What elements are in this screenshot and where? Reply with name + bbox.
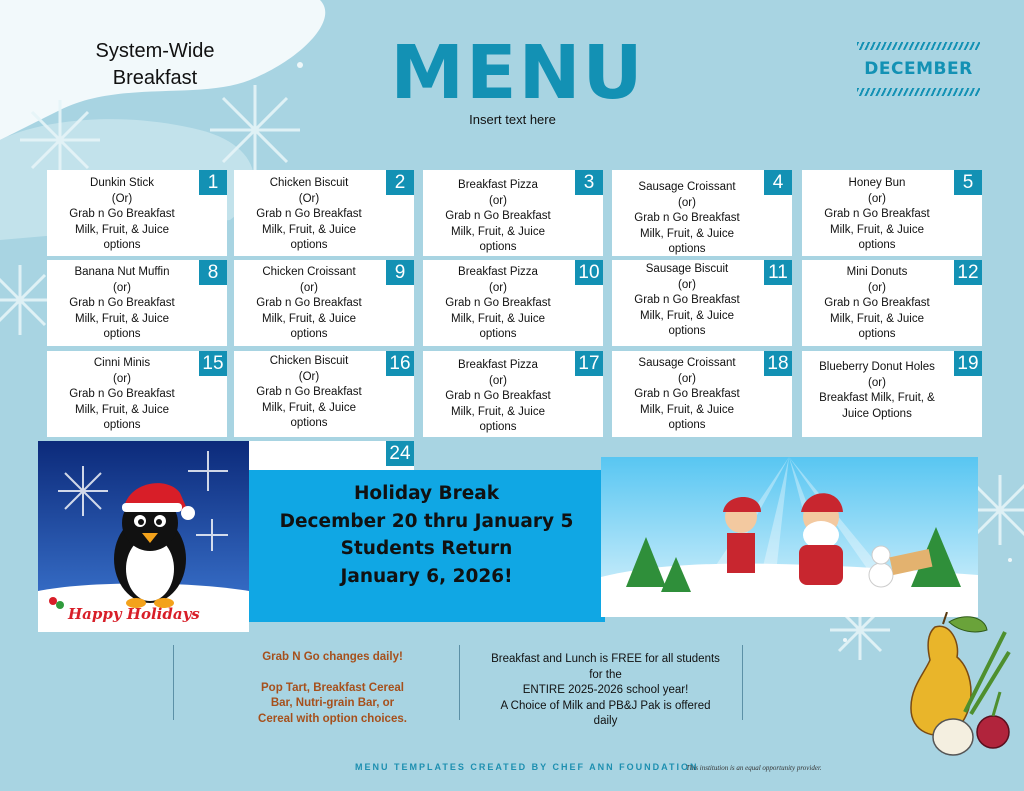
menu-item-line: options bbox=[479, 421, 517, 433]
calendar-cell bbox=[612, 351, 792, 437]
menu-item-line: Juice Options bbox=[842, 407, 912, 420]
menu-item-line: options bbox=[858, 239, 896, 251]
menu-item-line: Grab n Go Breakfast bbox=[634, 212, 740, 224]
calendar-cell bbox=[802, 260, 982, 346]
hatch-bottom bbox=[857, 88, 980, 96]
free-meals-note bbox=[478, 652, 733, 730]
menu-item-line: Chicken Biscuit bbox=[269, 177, 349, 189]
menu-item-line: Dunkin Stick bbox=[90, 177, 154, 189]
day-number: 4 bbox=[764, 170, 792, 195]
menu-item-line: (or) bbox=[113, 281, 131, 294]
grab-note-line-1: Grab N Go changes daily! bbox=[262, 651, 403, 663]
menu-item-line: options bbox=[858, 328, 896, 340]
menu-item-line: Breakfast Milk, Fruit, & bbox=[819, 392, 935, 404]
holiday-line-4: January 6, 2026! bbox=[340, 565, 513, 587]
calendar-cell bbox=[234, 170, 414, 256]
menu-item-text bbox=[234, 265, 384, 343]
month-banner bbox=[857, 42, 980, 98]
menu-item-line: Milk, Fruit, & Juice bbox=[640, 227, 734, 240]
menu-item-line: Milk, Fruit, & Juice bbox=[830, 312, 924, 325]
calendar-cell bbox=[802, 170, 982, 256]
calendar-cell bbox=[802, 351, 982, 437]
calendar-cell bbox=[612, 260, 792, 346]
menu-item-line: (Or) bbox=[111, 192, 133, 205]
menu-item-line: Mini Donuts bbox=[846, 266, 908, 278]
menu-item-text bbox=[47, 356, 197, 434]
santa-scene-image bbox=[601, 457, 978, 617]
grab-note-line-4: Cereal with option choices. bbox=[258, 712, 407, 725]
menu-item-line: options bbox=[668, 243, 706, 255]
equal-opportunity-statement: This institution is an equal opportunity provider. bbox=[686, 764, 822, 772]
menu-item-line: options bbox=[103, 328, 141, 340]
menu-item-line: Milk, Fruit, & Juice bbox=[830, 223, 924, 236]
menu-item-line: Grab n Go Breakfast bbox=[69, 388, 175, 400]
menu-item-line: Sausage Croissant bbox=[638, 181, 736, 193]
menu-item-line: (or) bbox=[113, 372, 131, 385]
menu-item-line: Blueberry Donut Holes bbox=[819, 361, 935, 373]
grab-note-line-2: Pop Tart, Breakfast Cereal bbox=[261, 681, 404, 694]
day-number: 11 bbox=[764, 260, 792, 285]
menu-item-line: Milk, Fruit, & Juice bbox=[451, 225, 545, 238]
menu-item-text bbox=[47, 265, 197, 343]
menu-item-line: (or) bbox=[868, 192, 886, 205]
menu-item-line: Breakfast Pizza bbox=[458, 359, 538, 371]
menu-item-line: Grab n Go Breakfast bbox=[445, 210, 551, 222]
menu-item-text bbox=[423, 178, 573, 256]
menu-item-line: Milk, Fruit, & Juice bbox=[262, 223, 356, 236]
calendar-cell bbox=[47, 260, 227, 346]
menu-item-line: (or) bbox=[489, 194, 507, 207]
menu-item-line: options bbox=[479, 328, 517, 340]
calendar-cell bbox=[234, 441, 414, 471]
holiday-line-1: Holiday Break bbox=[353, 483, 500, 504]
page-title bbox=[60, 38, 250, 92]
menu-item-line: Milk, Fruit, & Juice bbox=[451, 405, 545, 418]
day-number: 24 bbox=[386, 441, 414, 466]
subtext: Insert text here bbox=[469, 112, 556, 127]
free-note-line-5: daily bbox=[593, 715, 618, 727]
menu-item-line: Sausage Croissant bbox=[638, 357, 736, 369]
day-number: 15 bbox=[199, 351, 227, 376]
menu-item-line: options bbox=[668, 419, 706, 431]
menu-item-line: Breakfast Pizza bbox=[458, 266, 538, 278]
menu-item-line: options bbox=[290, 328, 328, 340]
menu-item-line: Milk, Fruit, & Juice bbox=[75, 403, 169, 416]
menu-item-line: options bbox=[290, 239, 328, 251]
menu-item-line: options bbox=[290, 417, 328, 429]
menu-item-line: Grab n Go Breakfast bbox=[445, 390, 551, 402]
title-line-2: Breakfast bbox=[112, 67, 198, 89]
free-note-line-4: A Choice of Milk and PB&J Pak is offered bbox=[500, 699, 711, 712]
day-number: 16 bbox=[386, 351, 414, 376]
day-number: 3 bbox=[575, 170, 603, 195]
day-number: 12 bbox=[954, 260, 982, 285]
calendar-cell bbox=[423, 170, 603, 256]
menu-item-text bbox=[47, 176, 197, 254]
menu-item-line: Chicken Croissant bbox=[262, 266, 356, 278]
menu-item-line: Milk, Fruit, & Juice bbox=[640, 403, 734, 416]
month-label: DECEMBER bbox=[864, 59, 973, 79]
day-number: 9 bbox=[386, 260, 414, 285]
menu-item-line: Sausage Biscuit bbox=[645, 263, 729, 275]
divider-right bbox=[742, 645, 743, 720]
holiday-line-2: December 20 thru January 5 bbox=[279, 510, 574, 532]
happy-holidays-caption: Happy Holidays bbox=[68, 605, 200, 623]
menu-item-line: Grab n Go Breakfast bbox=[69, 208, 175, 220]
fruit-illustration bbox=[905, 612, 1015, 762]
menu-item-line: Grab n Go Breakfast bbox=[256, 297, 362, 309]
menu-item-line: (or) bbox=[868, 376, 886, 389]
menu-item-text bbox=[234, 354, 384, 432]
menu-item-line: Milk, Fruit, & Juice bbox=[640, 309, 734, 322]
menu-item-text bbox=[423, 358, 573, 436]
menu-item-text bbox=[802, 265, 952, 343]
menu-item-text bbox=[234, 176, 384, 254]
menu-item-line: Grab n Go Breakfast bbox=[445, 297, 551, 309]
menu-item-text bbox=[612, 262, 762, 340]
menu-item-line: (Or) bbox=[298, 192, 320, 205]
menu-item-line: Grab n Go Breakfast bbox=[634, 388, 740, 400]
free-note-line-3: ENTIRE 2025-2026 school year! bbox=[522, 684, 689, 696]
menu-item-text bbox=[802, 360, 952, 422]
day-number: 19 bbox=[954, 351, 982, 376]
day-number: 2 bbox=[386, 170, 414, 195]
day-number: 18 bbox=[764, 351, 792, 376]
calendar-cell bbox=[234, 260, 414, 346]
menu-item-line: (or) bbox=[678, 196, 696, 209]
menu-item-text bbox=[612, 180, 762, 258]
menu-item-line: Milk, Fruit, & Juice bbox=[75, 312, 169, 325]
menu-item-line: Banana Nut Muffin bbox=[74, 266, 170, 278]
menu-item-line: options bbox=[103, 239, 141, 251]
menu-item-line: (or) bbox=[678, 372, 696, 385]
menu-item-line: Milk, Fruit, & Juice bbox=[262, 401, 356, 414]
menu-item-line: options bbox=[668, 325, 706, 337]
free-note-line-2: for the bbox=[589, 668, 622, 681]
menu-item-line: Chicken Biscuit bbox=[269, 355, 349, 367]
menu-item-line: Milk, Fruit, & Juice bbox=[451, 312, 545, 325]
calendar-cell bbox=[234, 351, 414, 437]
menu-item-line: Breakfast Pizza bbox=[458, 179, 538, 191]
menu-item-text bbox=[612, 356, 762, 434]
title-line-1: System-Wide bbox=[95, 40, 215, 62]
menu-item-line: Milk, Fruit, & Juice bbox=[262, 312, 356, 325]
menu-item-line: Grab n Go Breakfast bbox=[824, 297, 930, 309]
menu-item-text bbox=[423, 265, 573, 343]
menu-item-line: options bbox=[479, 241, 517, 253]
menu-item-line: (or) bbox=[300, 281, 318, 294]
calendar-cell bbox=[47, 170, 227, 256]
menu-item-line: Grab n Go Breakfast bbox=[256, 208, 362, 220]
holiday-line-3: Students Return bbox=[340, 538, 513, 559]
grab-note-line-3: Bar, Nutri-grain Bar, or bbox=[270, 697, 395, 709]
calendar-cell bbox=[423, 351, 603, 437]
menu-item-line: (or) bbox=[489, 374, 507, 387]
menu-item-text bbox=[802, 176, 952, 254]
menu-item-line: options bbox=[103, 419, 141, 431]
menu-item-line: (or) bbox=[868, 281, 886, 294]
penguin-holiday-image bbox=[38, 441, 249, 632]
menu-item-line: (or) bbox=[489, 281, 507, 294]
menu-item-line: Milk, Fruit, & Juice bbox=[75, 223, 169, 236]
menu-item-line: Honey Bun bbox=[848, 177, 906, 189]
holiday-message bbox=[248, 480, 605, 590]
day-number: 1 bbox=[199, 170, 227, 195]
day-number: 17 bbox=[575, 351, 603, 376]
menu-item-line: Grab n Go Breakfast bbox=[824, 208, 930, 220]
menu-item-line: Grab n Go Breakfast bbox=[256, 386, 362, 398]
menu-item-line: (Or) bbox=[298, 370, 320, 383]
menu-item-line: Grab n Go Breakfast bbox=[69, 297, 175, 309]
menu-item-line: Grab n Go Breakfast bbox=[634, 294, 740, 306]
calendar-cell bbox=[423, 260, 603, 346]
day-number: 5 bbox=[954, 170, 982, 195]
day-number: 8 bbox=[199, 260, 227, 285]
footer-credit: MENU TEMPLATES CREATED BY CHEF ANN FOUNDATION bbox=[355, 762, 699, 772]
calendar-cell bbox=[612, 170, 792, 256]
calendar-cell bbox=[47, 351, 227, 437]
grab-n-go-note bbox=[250, 650, 415, 727]
free-note-line-1: Breakfast and Lunch is FREE for all students bbox=[491, 653, 720, 665]
day-number: 10 bbox=[575, 260, 603, 285]
divider-left bbox=[173, 645, 174, 720]
menu-item-line: Cinni Minis bbox=[93, 357, 151, 369]
menu-heading: MENU bbox=[390, 30, 645, 116]
menu-item-line: (or) bbox=[678, 278, 696, 291]
hatch-top bbox=[857, 42, 980, 50]
divider-middle bbox=[459, 645, 460, 720]
